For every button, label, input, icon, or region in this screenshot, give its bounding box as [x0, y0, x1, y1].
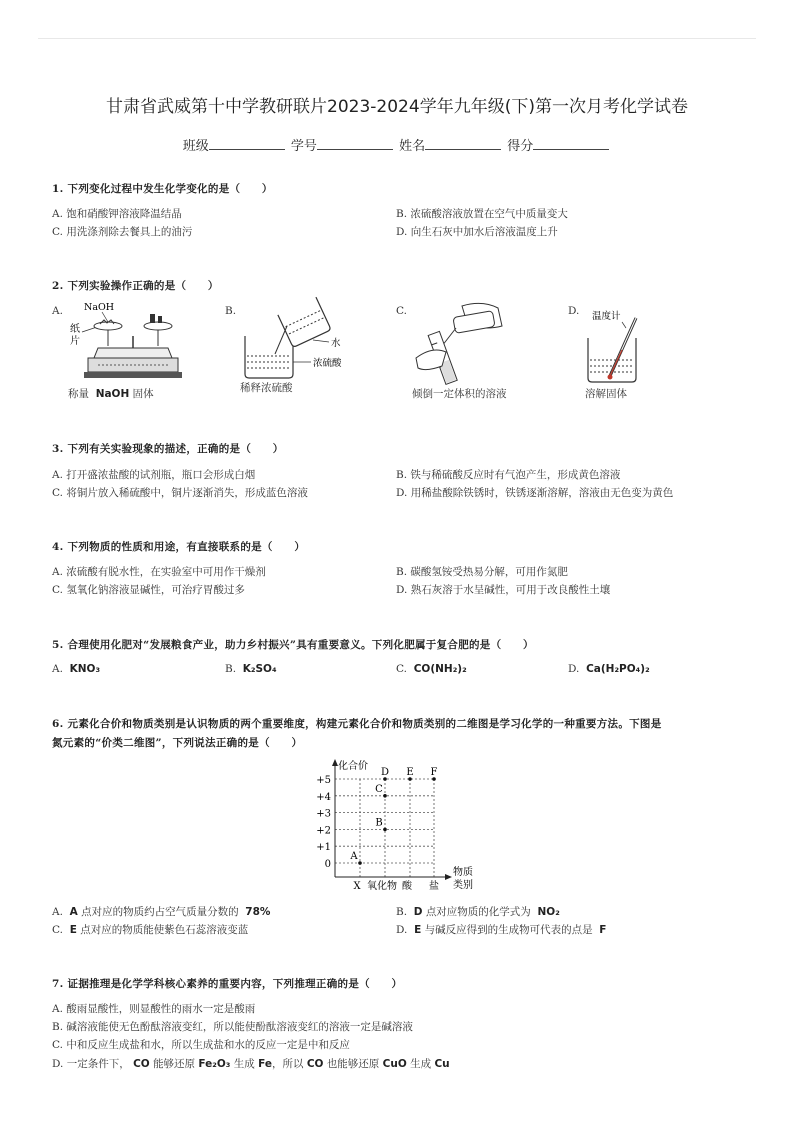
q6-b-letter: B. — [396, 906, 408, 918]
y-tick-label: +5 — [316, 775, 331, 786]
top-divider — [38, 38, 756, 39]
q7-option-b[interactable]: B. 碱溶液能使无色酚酞溶液变红，所以能使酚酞溶液变红的溶液一定是碱溶液 — [52, 1021, 413, 1033]
naoh-label: NaOH — [84, 302, 115, 313]
class-label: 班级 — [182, 139, 209, 154]
q6-option-b[interactable] — [396, 904, 560, 919]
student-id-field[interactable] — [317, 137, 393, 150]
q6-d-text: 与碱反应得到的生成物可代表的点是 — [424, 924, 593, 936]
y-tick-label: +3 — [316, 808, 331, 820]
valence-class-chart — [300, 755, 500, 895]
q7-option-d[interactable] — [52, 1056, 450, 1071]
pouring-figure — [412, 296, 522, 388]
x-tick-label: X — [353, 881, 361, 892]
data-point-label-d: D — [380, 767, 390, 778]
y-tick-label: +4 — [316, 791, 331, 803]
q5-a-letter: A. — [52, 663, 63, 675]
q5-d-letter: D. — [568, 663, 580, 675]
q5-option-c[interactable] — [396, 663, 467, 675]
dilution-figure — [235, 296, 365, 382]
q5-d-formula: Ca(H₂PO₄)₂ — [586, 663, 650, 675]
q7-d-fe: Fe — [258, 1058, 272, 1070]
q7-d-part3: 生成 — [233, 1058, 255, 1070]
student-id-label: 学号 — [290, 139, 317, 154]
q5-a-formula: KNO₃ — [69, 663, 101, 675]
data-point-label-c: C — [375, 783, 383, 795]
q6-d-point: E — [414, 924, 422, 936]
question-5-stem: 5. 合理使用化肥对“发展粮食产业，助力乡村振兴”具有重要意义。下列化肥属于复合肥的是（ ） — [52, 639, 534, 651]
q7-option-c[interactable]: C. 中和反应生成盐和水，所以生成盐和水的反应一定是中和反应 — [52, 1039, 350, 1051]
q6-c-text: 点对应的物质能使紫色石蕊溶液变蓝 — [80, 924, 249, 936]
data-point-label-a: A — [350, 851, 358, 862]
caption-a-1: 称量 — [68, 388, 89, 400]
q2-option-c-letter[interactable]: C. — [396, 305, 407, 317]
q3-option-c[interactable]: C. 将铜片放入稀硫酸中，铜片逐渐消失，形成蓝色溶液 — [52, 487, 308, 499]
q6-c-letter: C. — [52, 924, 63, 936]
q4-option-b[interactable]: B. 碳酸氢铵受热易分解，可用作氮肥 — [396, 566, 568, 578]
x-tick-label: 氧化物 — [367, 881, 397, 892]
q2-caption-d: 溶解固体 — [585, 388, 627, 400]
conc-acid-label: 浓硫酸 — [313, 358, 342, 369]
y-tick-label: 0 — [324, 859, 331, 870]
q6-b-value: NO₂ — [537, 906, 560, 918]
q7-d-part1: D. 一定条件下， — [52, 1058, 130, 1070]
q6-option-c[interactable] — [52, 922, 248, 937]
q4-option-d[interactable]: D. 熟石灰溶于水呈碱性，可用于改良酸性土壤 — [396, 584, 611, 596]
student-info-line — [0, 135, 794, 154]
data-point-a — [358, 861, 362, 865]
x-axis-label-line2: 类别 — [453, 880, 473, 891]
question-1-stem: 1. 下列变化过程中发生化学变化的是（ ） — [52, 183, 273, 195]
q7-d-fe2o3: Fe₂O₃ — [198, 1058, 231, 1070]
q6-a-value: 78% — [245, 906, 271, 918]
q2-caption-b: 稀释浓硫酸 — [240, 382, 293, 394]
class-field[interactable] — [209, 137, 285, 150]
q6-a-point: A — [69, 906, 78, 918]
q2-option-d-letter[interactable]: D. — [568, 305, 580, 317]
thermometer-label: 温度计 — [592, 311, 621, 322]
data-point-c — [383, 794, 387, 798]
q7-d-cu: Cu — [434, 1058, 450, 1070]
name-field[interactable] — [425, 137, 501, 150]
q7-d-co-1: CO — [133, 1058, 150, 1070]
q6-a-letter: A. — [52, 906, 63, 918]
q7-d-part2: 能够还原 — [153, 1058, 196, 1070]
question-2-stem: 2. 下列实验操作正确的是（ ） — [52, 280, 219, 292]
q5-b-formula: K₂SO₄ — [242, 663, 277, 675]
data-point-label-e: E — [406, 767, 414, 778]
y-tick-label: +1 — [316, 842, 331, 854]
q4-option-c[interactable]: C. 氢氧化钠溶液显碱性，可治疗胃酸过多 — [52, 584, 245, 596]
caption-a-naoh: NaOH — [95, 388, 130, 400]
q5-c-letter: C. — [396, 663, 407, 675]
name-label: 姓名 — [399, 139, 426, 154]
q2-caption-c: 倾倒一定体积的溶液 — [412, 388, 507, 400]
q5-option-b[interactable] — [225, 663, 277, 675]
q7-option-a[interactable]: A. 酸雨显酸性，则显酸性的雨水一定是酸雨 — [52, 1003, 256, 1015]
water-label: 水 — [331, 338, 341, 349]
q1-option-b[interactable]: B. 浓硫酸溶液放置在空气中质量变大 — [396, 208, 568, 220]
question-4-stem: 4. 下列物质的性质和用途，有直接联系的是（ ） — [52, 541, 306, 553]
x-axis-label-line1: 物质 — [453, 867, 473, 878]
y-axis-label: 化合价 — [338, 761, 368, 772]
data-point-b — [383, 828, 387, 832]
q1-option-a[interactable]: A. 饱和硝酸钾溶液降温结晶 — [52, 208, 182, 220]
q2-option-b-letter[interactable]: B. — [225, 305, 237, 317]
q6-d-value: F — [599, 924, 607, 936]
q6-a-text: 点对应的物质约占空气质量分数的 — [81, 906, 239, 918]
x-tick-label: 盐 — [429, 881, 439, 892]
x-tick-label: 酸 — [402, 881, 412, 892]
q7-d-part5: 也能够还原 — [326, 1058, 380, 1070]
q1-option-d[interactable]: D. 向生石灰中加水后溶液温度上升 — [396, 226, 558, 238]
q6-b-text: 点对应物质的化学式为 — [425, 906, 531, 918]
q6-c-point: E — [69, 924, 77, 936]
paper-label-2: 片 — [70, 336, 80, 347]
q6-d-letter: D. — [396, 924, 408, 936]
question-6-stem-line1: 6. 元素化合价和物质类别是认识物质的两个重要维度，构建元素化合价和物质类别的二维图是学习化学的一种重要方法。下图是 — [52, 718, 662, 730]
balance-figure — [60, 296, 190, 388]
q7-d-part4: ，所以 — [271, 1058, 304, 1070]
q1-option-c[interactable]: C. 用洗涤剂除去餐具上的油污 — [52, 226, 193, 238]
q5-b-letter: B. — [225, 663, 237, 675]
q4-option-a[interactable]: A. 浓硫酸有脱水性，在实验室中可用作干燥剂 — [52, 566, 266, 578]
q6-option-d[interactable] — [396, 922, 606, 937]
question-7-stem: 7. 证据推理是化学学科核心素养的重要内容，下列推理正确的是（ ） — [52, 978, 403, 990]
paper-label-1: 纸 — [70, 324, 80, 335]
data-point-label-b: B — [375, 817, 383, 829]
question-3-stem: 3. 下列有关实验现象的描述，正确的是（ ） — [52, 443, 284, 455]
caption-a-2: 固体 — [132, 388, 154, 400]
q3-option-d[interactable]: D. 用稀盐酸除铁锈时，铁锈逐渐溶解，溶液由无色变为黄色 — [396, 487, 674, 499]
q3-option-a[interactable]: A. 打开盛浓盐酸的试剂瓶，瓶口会形成白烟 — [52, 469, 256, 481]
y-tick-label: +2 — [316, 825, 331, 837]
page-title: 甘肃省武威第十中学教研联片2023-2024学年九年级(下)第一次月考化学试卷 — [106, 97, 688, 117]
q3-option-b[interactable]: B. 铁与稀硫酸反应时有气泡产生，形成黄色溶液 — [396, 469, 621, 481]
q6-b-point: D — [413, 906, 423, 918]
question-6-stem-line2: 氮元素的“价类二维图”，下列说法正确的是（ ） — [52, 737, 303, 749]
data-point-label-f: F — [430, 767, 438, 778]
q7-d-part6: 生成 — [410, 1058, 432, 1070]
q5-option-a[interactable] — [52, 663, 100, 675]
q2-option-a-letter[interactable]: A. — [52, 305, 63, 317]
q2-caption-a — [68, 386, 154, 401]
dissolving-figure — [584, 304, 674, 386]
score-field[interactable] — [533, 137, 609, 150]
q7-d-cuo: CuO — [382, 1058, 407, 1070]
q7-d-co-2: CO — [306, 1058, 324, 1070]
q5-option-d[interactable] — [568, 663, 650, 675]
score-label: 得分 — [507, 139, 534, 154]
q6-option-a[interactable] — [52, 904, 270, 919]
q5-c-formula: CO(NH₂)₂ — [413, 663, 467, 675]
